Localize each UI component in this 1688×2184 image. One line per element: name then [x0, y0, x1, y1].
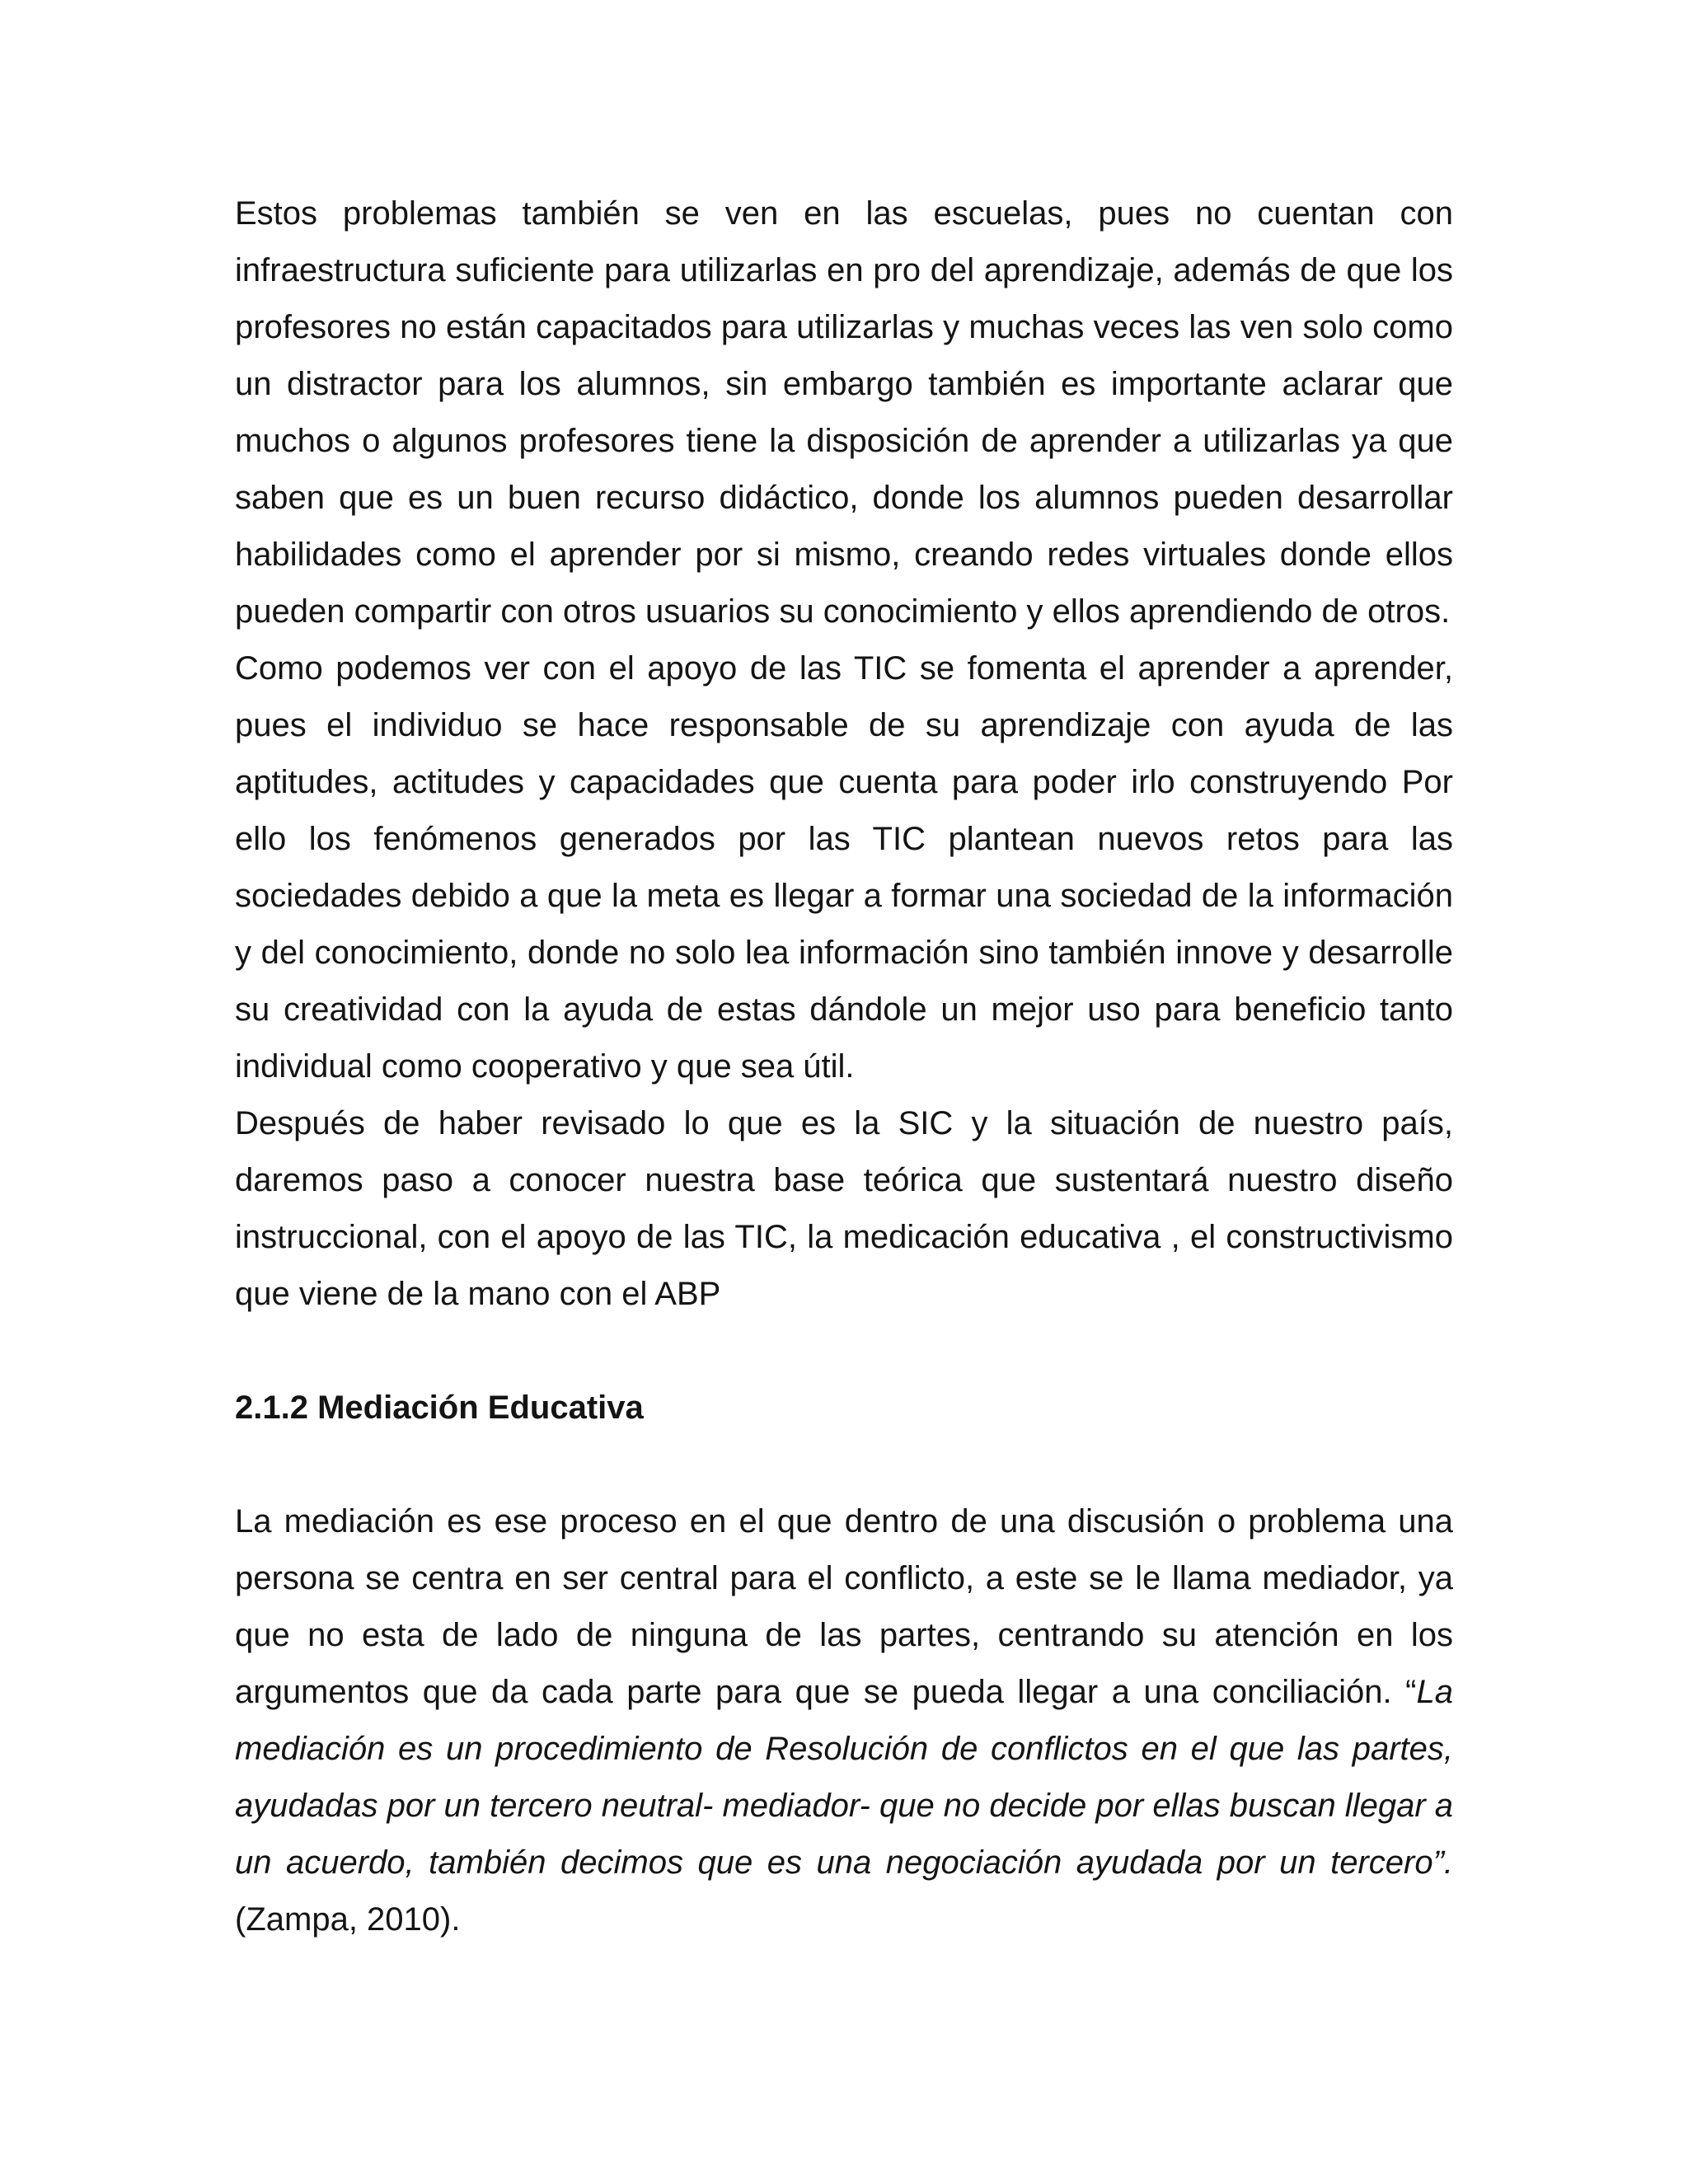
mediacion-quote: La mediación es un procedimiento de Resolución de conflictos en el que las partes, ayudadas por un tercero neutral- mediador- que no decide por ellas buscan llegar a un acuerdo, también decimos que es una negociación ayudada por un tercero”. — [235, 1674, 1453, 1881]
mediacion-intro-text: La mediación es ese proceso en el que dentro de una discusión o problema una persona se centra en ser central para el conflicto, a este se le llama mediador, ya que no esta de lado de ninguna de las partes, centrando su atención en los argumentos que da cada parte para que se pueda llegar a una conciliación. “ — [235, 1503, 1453, 1710]
paragraph-aprender-a-aprender: Como podemos ver con el apoyo de las TIC se fomenta el aprender a aprender, pues el individuo se hace responsable de su aprendizaje con ayuda de las aptitudes, actitudes y capacidades que cuenta para poder irlo construyendo Por ello los fenómenos generados por las TIC plantean nuevos retos para las sociedades debido a que la meta es llegar a formar una sociedad de la información y del conocimiento, donde no solo lea información sino también innove y desarrolle su creatividad con la ayuda de estas dándole un mejor uso para beneficio tanto individual como cooperativo y que sea útil. — [235, 650, 1453, 1085]
paragraph-mediacion — [235, 1493, 1453, 1948]
citation: (Zampa, 2010). — [235, 1901, 461, 1938]
section-heading: 2.1.2 Mediación Educativa — [235, 1390, 644, 1426]
paragraph-tic-escuelas: Estos problemas también se ven en las escuelas, pues no cuentan con infraestructura suficiente para utilizarlas en pro del aprendizaje, además de que los profesores no están capacitados para utilizarlas y muchas veces las ven solo como un distractor para los alumnos, sin embargo también es importante aclarar que muchos o algunos profesores tiene la disposición de aprender a utilizarlas ya que saben que es un buen recurso didáctico, donde los alumnos pueden desarrollar habilidades como el aprender por si mismo, creando redes virtuales donde ellos pueden compartir con otros usuarios su conocimiento y ellos aprendiendo de otros. — [235, 195, 1453, 630]
paragraph-base-teorica: Después de haber revisado lo que es la SIC y la situación de nuestro país, daremos paso a conocer nuestra base teórica que sustentará nuestro diseño instruccional, con el apoyo de las TIC, la medicación educativa , el constructivismo que viene de la mano con el ABP — [235, 1105, 1453, 1312]
document-page — [235, 185, 1453, 1948]
